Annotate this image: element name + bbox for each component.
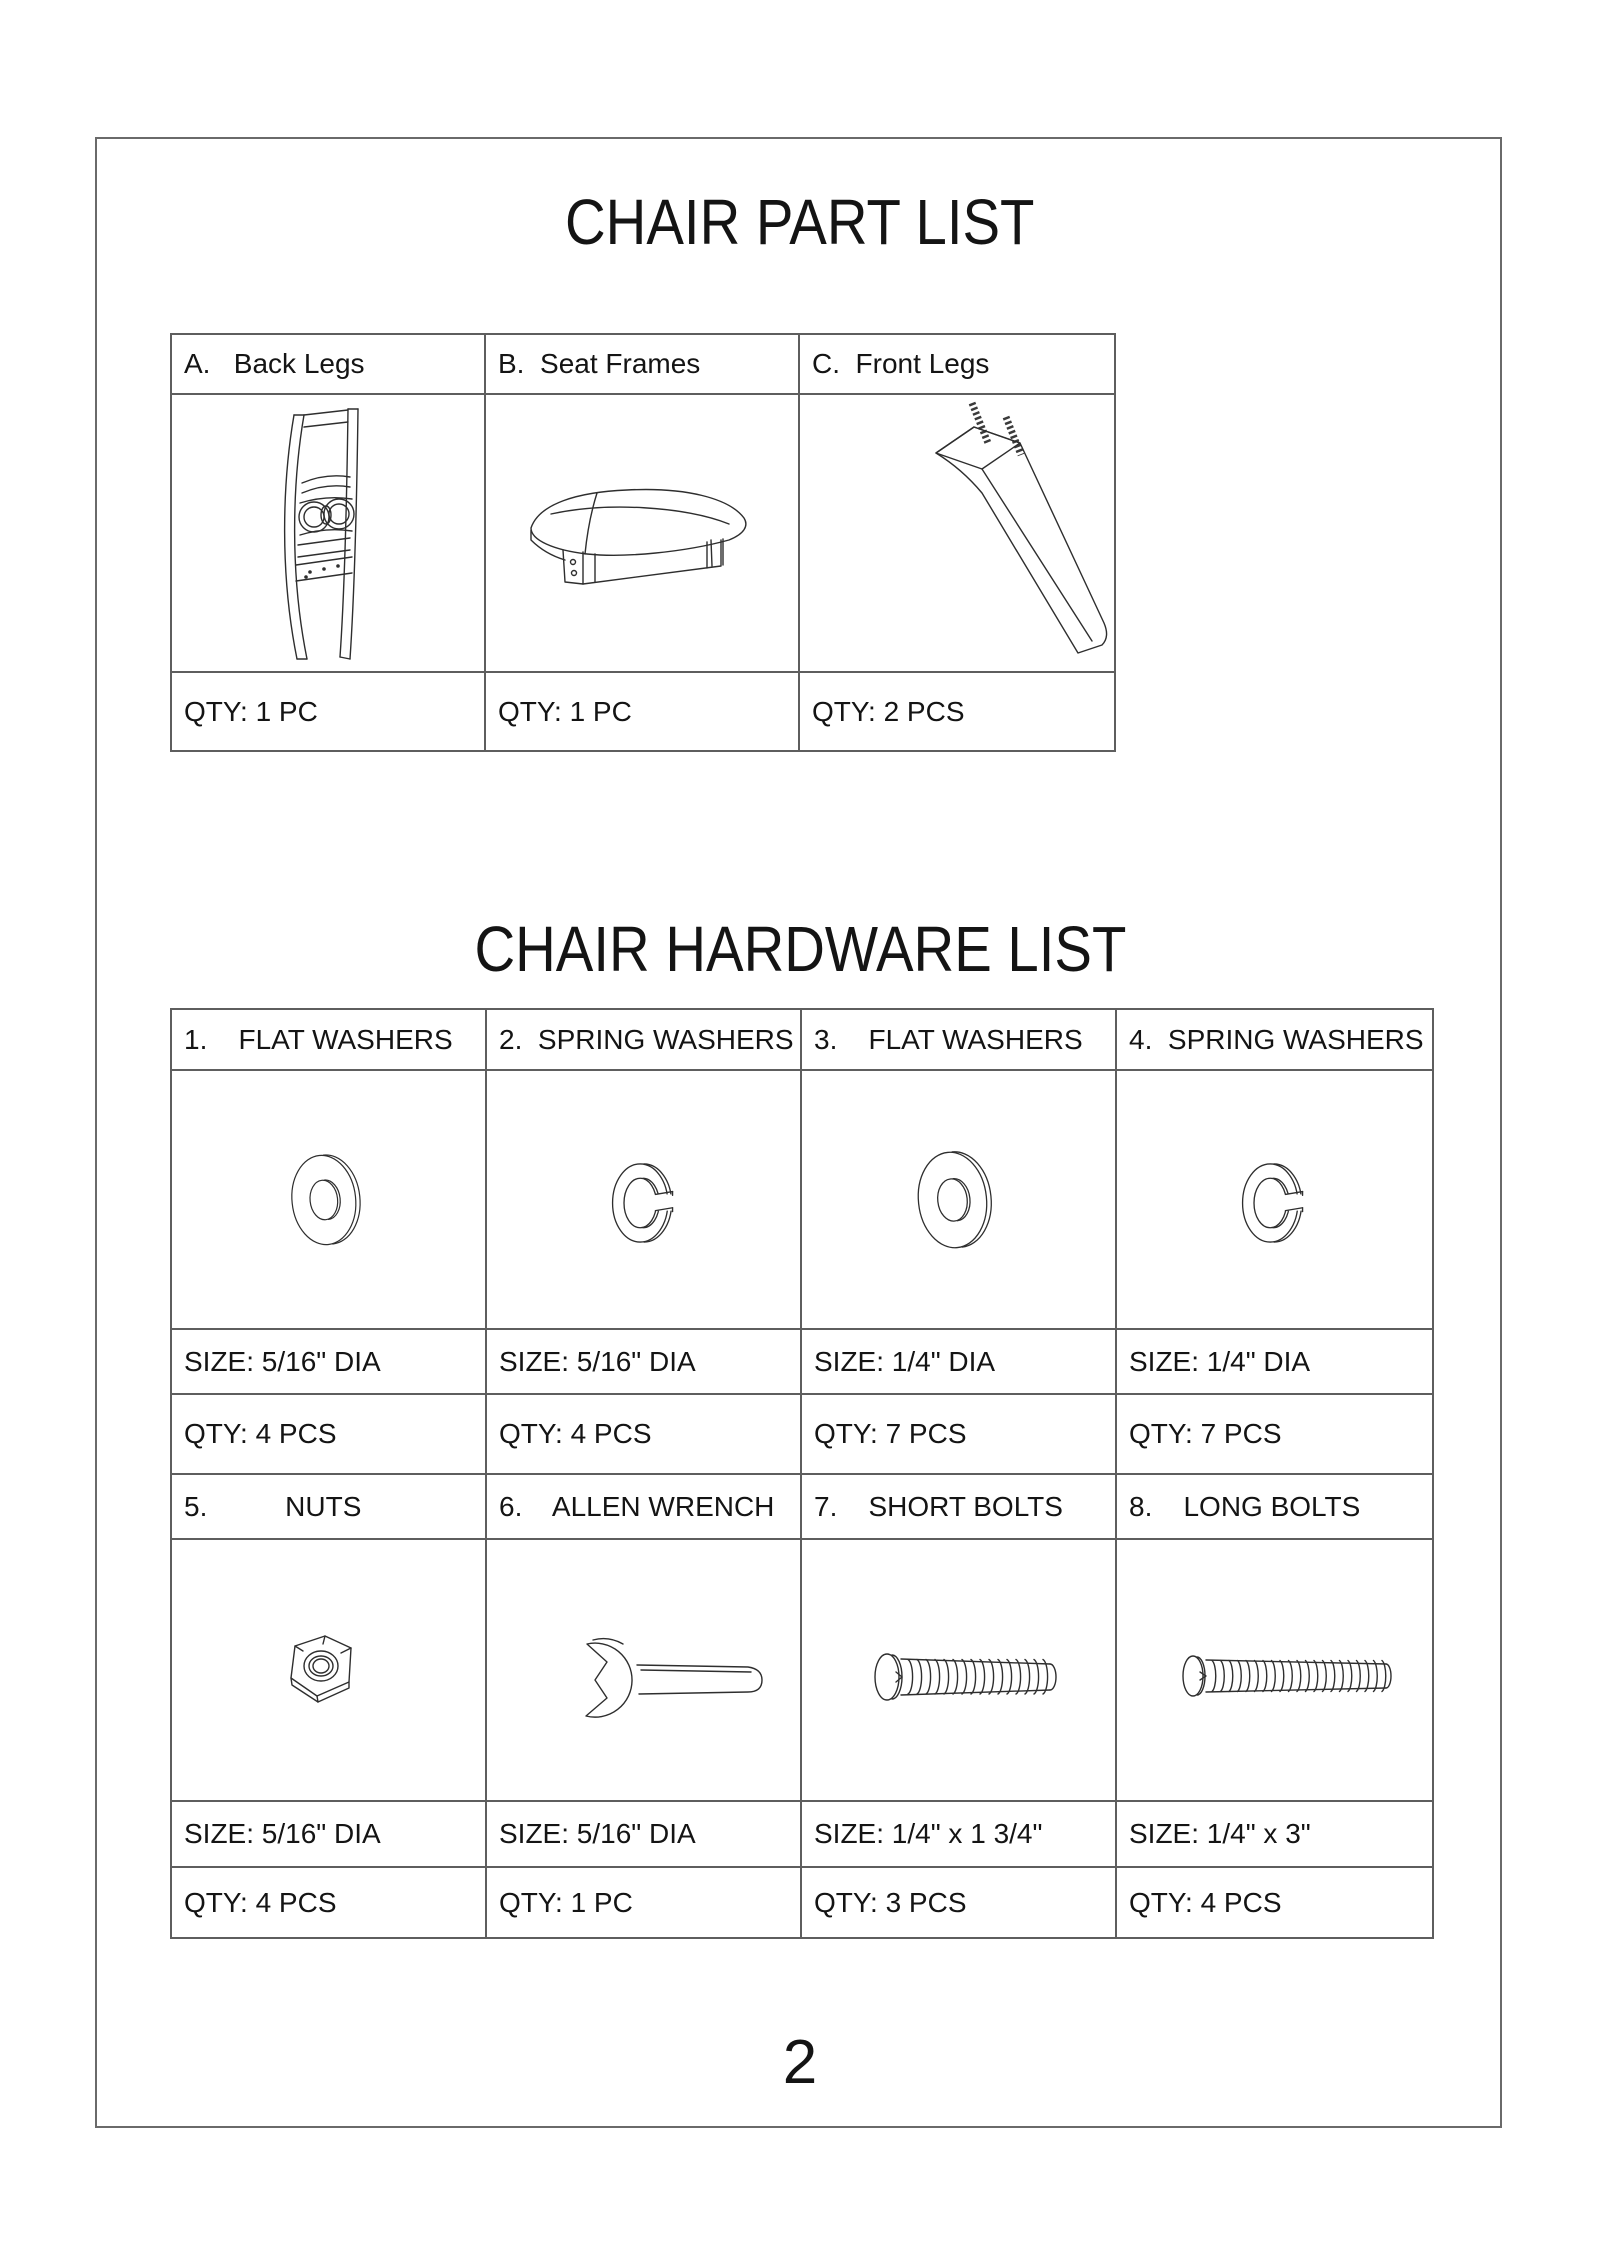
part-qty: QTY: 1 PC <box>172 673 486 750</box>
hardware-size: SIZE: 1/4" DIA <box>1129 1345 1311 1377</box>
part-list-table <box>170 333 1116 752</box>
spring-washer-drawing <box>1234 1150 1314 1256</box>
hardware-label: 6. ALLEN WRENCH <box>487 1475 802 1538</box>
part-label: C. Front Legs <box>812 348 990 379</box>
hardware-label: 7. SHORT BOLTS <box>802 1475 1117 1538</box>
seat-frame-drawing <box>525 478 755 588</box>
part-qty: QTY: 1 PC <box>486 673 800 750</box>
hardware-size-row <box>172 1330 1432 1395</box>
hardware-header-row <box>172 1010 1432 1071</box>
hardware-qty: QTY: 4 PCS <box>487 1395 802 1473</box>
hardware-label: 1. FLAT WASHERS <box>172 1010 487 1069</box>
hardware-header-row <box>172 1475 1432 1540</box>
part-qty: QTY: 2 PCS <box>812 695 965 727</box>
hardware-size-row <box>172 1802 1432 1868</box>
hardware-list-table <box>170 1008 1434 1939</box>
hardware-qty: QTY: 4 PCS <box>172 1395 487 1473</box>
hardware-label: 2. SPRING WASHERS <box>487 1010 802 1069</box>
hardware-qty: QTY: 3 PCS <box>802 1868 1117 1937</box>
flat-washer-drawing <box>286 1142 372 1258</box>
hardware-label: 3. FLAT WASHERS <box>802 1010 1117 1069</box>
hardware-size: SIZE: 1/4" x 1 3/4" <box>802 1802 1117 1866</box>
long-bolt-drawing <box>1180 1650 1400 1705</box>
part-label: B. Seat Frames <box>486 335 800 393</box>
back-legs-drawing <box>250 405 370 667</box>
hardware-image-row <box>172 1540 1432 1802</box>
hardware-qty: QTY: 7 PCS <box>802 1395 1117 1473</box>
hardware-size: SIZE: 1/4" x 3" <box>1129 1818 1311 1849</box>
hardware-qty: QTY: 7 PCS <box>1129 1418 1282 1449</box>
hardware-label: 5. NUTS <box>172 1475 487 1538</box>
part-label: A. Back Legs <box>172 335 486 393</box>
hardware-qty-row <box>172 1868 1432 1937</box>
hardware-size: SIZE: 5/16" DIA <box>172 1802 487 1866</box>
part-header-row <box>172 335 1114 395</box>
hardware-size: SIZE: 5/16" DIA <box>487 1802 802 1866</box>
short-bolt-drawing <box>872 1648 1062 1706</box>
part-image-row <box>172 395 1114 673</box>
page-number: 2 <box>782 2028 818 2097</box>
hardware-size: SIZE: 5/16" DIA <box>172 1330 487 1393</box>
hardware-image-row <box>172 1071 1432 1330</box>
spring-washer-drawing <box>604 1150 684 1256</box>
hardware-qty: QTY: 4 PCS <box>172 1868 487 1937</box>
hardware-size: SIZE: 1/4" DIA <box>802 1330 1117 1393</box>
hardware-label: 4. SPRING WASHERS <box>1129 1023 1424 1055</box>
hardware-qty: QTY: 4 PCS <box>1129 1886 1282 1918</box>
hardware-size: SIZE: 5/16" DIA <box>487 1330 802 1393</box>
allen-wrench-drawing <box>555 1632 770 1727</box>
hardware-label: 8. LONG BOLTS <box>1129 1490 1361 1522</box>
flat-washer-drawing <box>912 1142 1004 1258</box>
front-leg-drawing <box>920 397 1110 659</box>
hardware-qty: QTY: 1 PC <box>487 1868 802 1937</box>
part-list-title: CHAIR PART LIST <box>565 186 1035 258</box>
hardware-qty-row <box>172 1395 1432 1475</box>
hardware-list-title: CHAIR HARDWARE LIST <box>474 913 1126 985</box>
nut-drawing <box>275 1630 365 1710</box>
part-qty-row <box>172 673 1114 750</box>
